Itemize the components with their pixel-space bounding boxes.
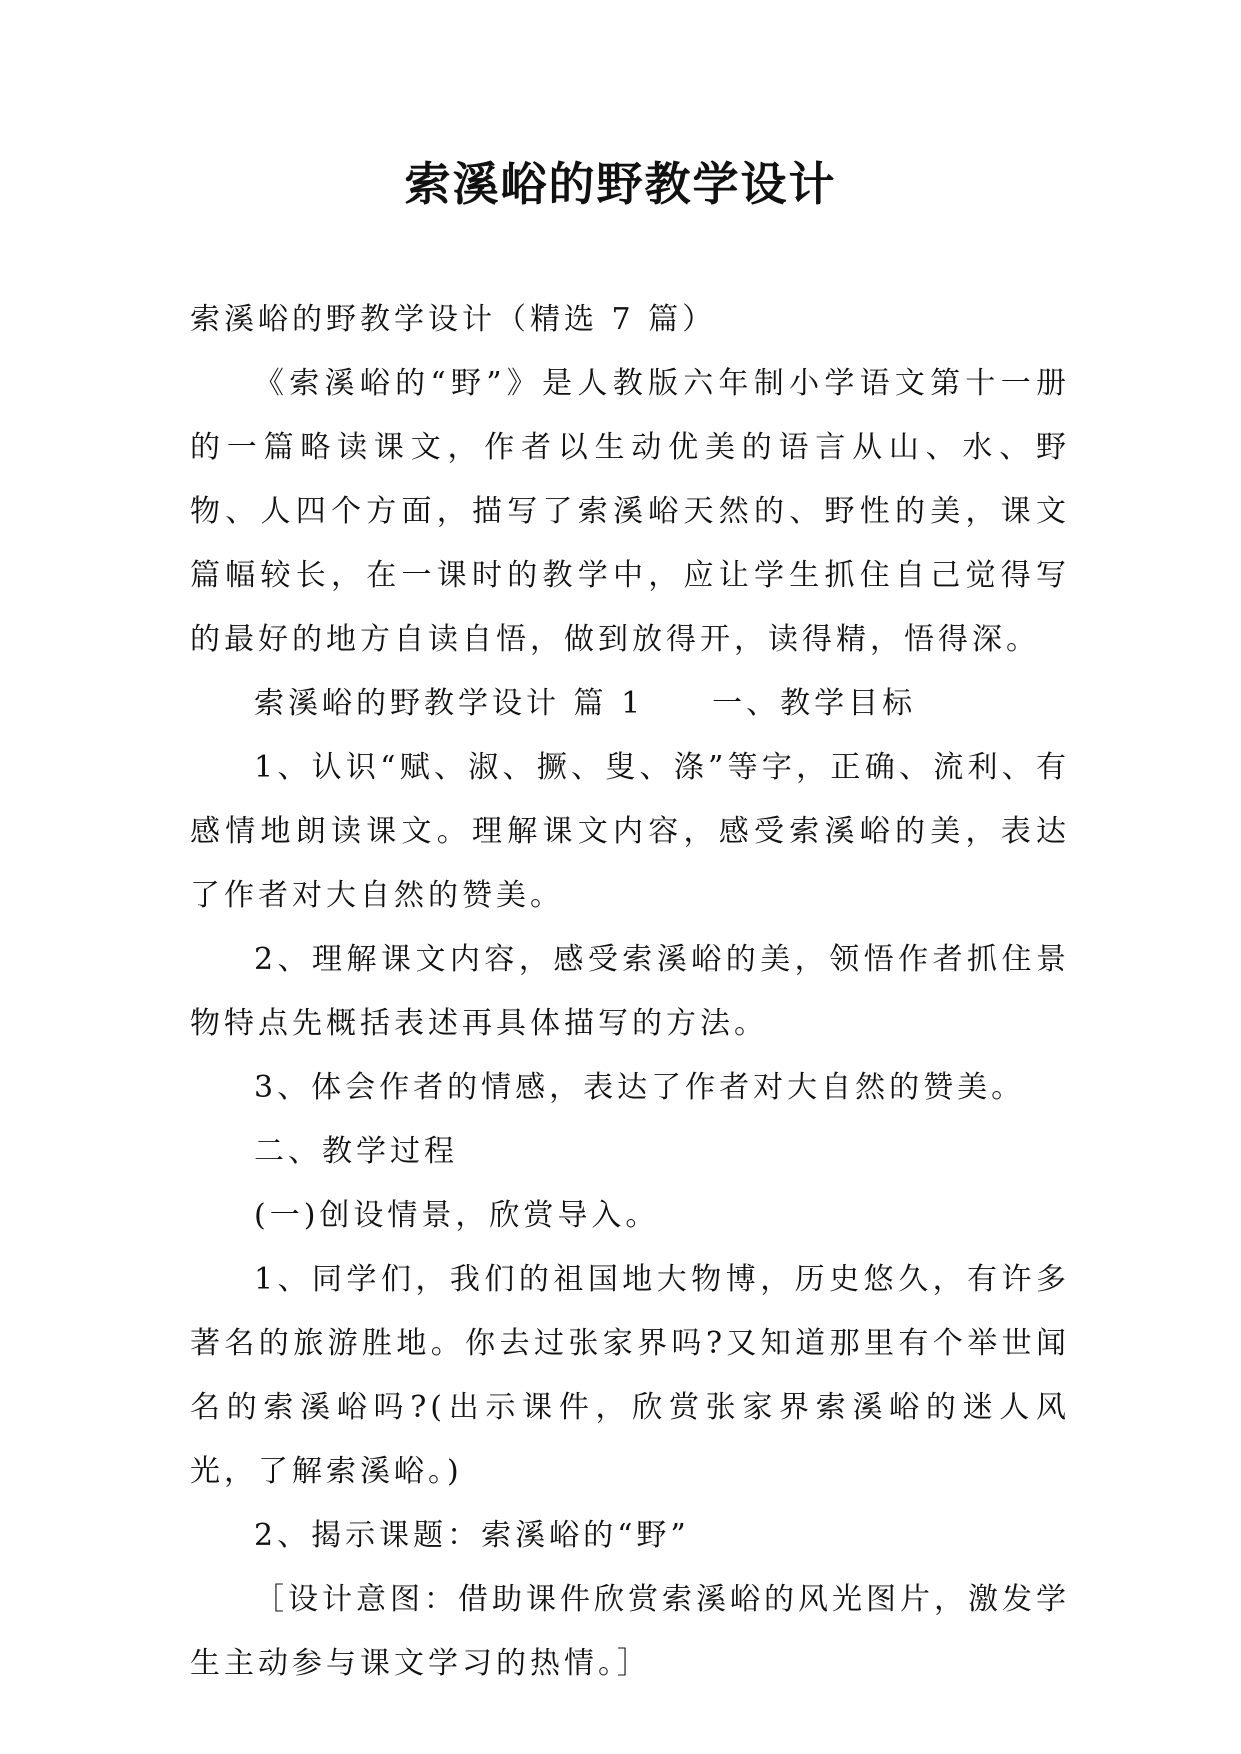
intro-paragraph: 《索溪峪的“野”》是人教版六年制小学语文第十一册的一篇略读课文，作者以生动优美的语言从山、水、野物、人四个方面，描写了索溪峪天然的、野性的美，课文篇幅较长，在一课时的教学中，应让学生抓住自己觉得写的最好的地方自读自悟，做到放得开，读得精，悟得深。 xyxy=(190,366,1070,657)
process-item-2: 2、揭示课题：索溪峪的“野” xyxy=(254,1518,690,1553)
subtitle-paragraph: 索溪峪的野教学设计（精选 7 篇） xyxy=(190,302,717,337)
process-heading: 二、教学过程 xyxy=(254,1134,458,1169)
section-heading: 索溪峪的野教学设计 篇 1 一、教学目标 xyxy=(254,686,917,721)
goal-item-3: 3、体会作者的情感，表达了作者对大自然的赞美。 xyxy=(254,1070,1026,1105)
goal-item-2: 2、理解课文内容，感受索溪峪的美，领悟作者抓住景物特点先概括表述再具体描写的方法。 xyxy=(190,942,1070,1041)
design-note: ［设计意图：借助课件欣赏索溪峪的风光图片，激发学生主动参与课文学习的热情。］ xyxy=(190,1582,1070,1681)
process-item-1: 1、同学们，我们的祖国地大物博，历史悠久，有许多著名的旅游胜地。你去过张家界吗?又知道那里有个举世闻名的索溪峪吗?(出示课件，欣赏张家界索溪峪的迷人风光，了解索溪峪。) xyxy=(190,1262,1070,1489)
document-body xyxy=(190,288,1070,1696)
document-title: 索溪峪的野教学设计 xyxy=(404,157,837,211)
process-subheading: (一)创设情景，欣赏导入。 xyxy=(254,1198,660,1233)
goal-item-1: 1、认识“赋、淑、撅、叟、涤”等字，正确、流利、有感情地朗读课文。理解课文内容，感受索溪峪的美，表达了作者对大自然的赞美。 xyxy=(190,750,1070,913)
